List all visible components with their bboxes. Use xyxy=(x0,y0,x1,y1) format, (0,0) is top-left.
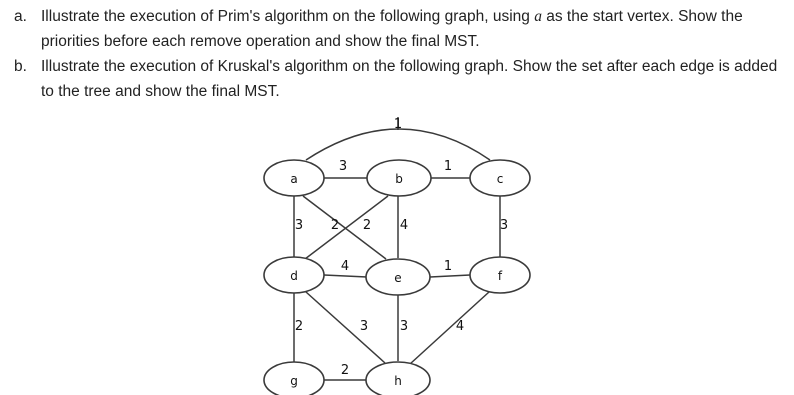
vertex-f-label: f xyxy=(497,269,503,283)
weight-d-h: 3 xyxy=(359,319,369,334)
vertex-d-label: d xyxy=(290,269,298,283)
weight-a-d: 3 xyxy=(294,218,304,233)
question-a-text-end: as the start vertex. Show the priorities before each remove operation and show the final MST. xyxy=(41,8,743,50)
vertex-g-label: g xyxy=(290,374,298,388)
edge-d-h xyxy=(306,292,385,363)
question-b-text: Illustrate the execution of Kruskal's algorithm on the following graph. Show the set after each edge is added to the tree and show the final MST. xyxy=(41,58,778,100)
edges xyxy=(294,117,500,380)
weight-a-c: 1 xyxy=(393,117,403,132)
weight-b-c: 1 xyxy=(443,159,453,174)
question-a-text-start: Illustrate the execution of Prim's algorithm on the following graph, using xyxy=(41,8,535,25)
start-vertex-symbol: a xyxy=(534,8,542,25)
edge-e-f xyxy=(430,275,470,277)
weight-d-g: 2 xyxy=(294,319,304,334)
weight-b-e: 4 xyxy=(399,218,409,233)
weight-f-h: 4 xyxy=(455,319,465,334)
question-a-label: a. xyxy=(14,8,27,25)
vertex-e-label: e xyxy=(394,271,402,285)
weight-b-d: 2 xyxy=(330,218,340,233)
weight-c-f: 3 xyxy=(499,218,509,233)
weight-e-h: 3 xyxy=(399,319,409,334)
vertex-h-label: h xyxy=(394,374,402,388)
edge-f-h xyxy=(410,292,489,364)
edge-a-c xyxy=(306,129,490,160)
weight-g-h: 2 xyxy=(340,363,350,378)
question-b-label: b. xyxy=(14,58,27,75)
edge-weights xyxy=(295,117,508,378)
vertex-b-label: b xyxy=(395,172,403,186)
edge-d-e xyxy=(324,275,367,277)
vertex-c-label: c xyxy=(496,172,504,186)
weight-e-f: 1 xyxy=(443,259,453,274)
edge-a-e xyxy=(303,196,386,259)
weight-a-e: 2 xyxy=(362,218,372,233)
vertex-a-label: a xyxy=(290,172,298,186)
weight-d-e: 4 xyxy=(340,259,350,274)
edge-b-d xyxy=(305,196,388,259)
weight-a-b: 3 xyxy=(338,159,348,174)
